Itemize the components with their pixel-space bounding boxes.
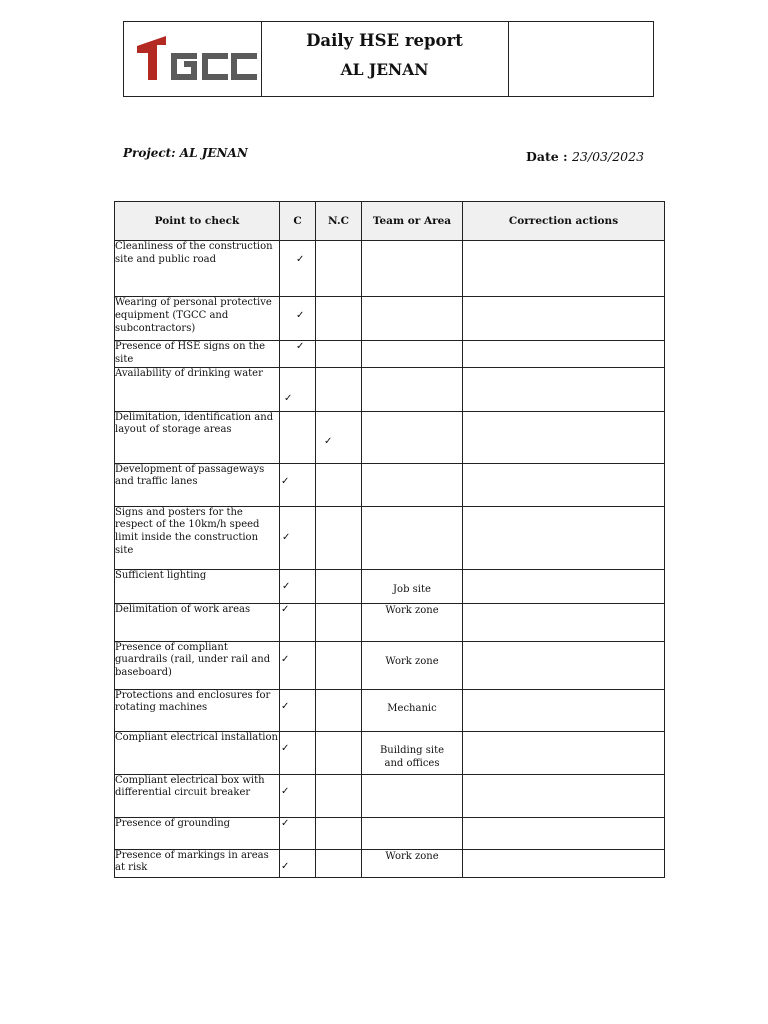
- compliant-cell: [280, 411, 316, 463]
- project-line: Project: AL JENAN: [123, 146, 248, 160]
- correction-actions-cell: [463, 506, 665, 569]
- team-or-area-text: Work zone: [385, 850, 439, 862]
- point-to-check-cell: Development of passageways and traffic lanes: [115, 463, 280, 506]
- correction-actions-cell: [463, 297, 665, 341]
- table-row: [115, 731, 665, 774]
- correction-actions-cell: [463, 463, 665, 506]
- col-header-correction: Correction actions: [463, 202, 665, 241]
- point-to-check-cell: Cleanliness of the construction site and public road: [115, 241, 280, 297]
- table-row: [115, 297, 665, 341]
- check-mark-icon: ✓: [282, 580, 291, 592]
- non-compliant-cell: [316, 463, 362, 506]
- team-or-area-cell: [362, 641, 463, 689]
- point-to-check-cell: Delimitation of work areas: [115, 603, 280, 641]
- col-header-team: Team or Area: [362, 202, 463, 241]
- check-mark-icon: ✓: [282, 531, 291, 543]
- col-header-point: Point to check: [115, 202, 280, 241]
- correction-actions-cell: [463, 641, 665, 689]
- compliant-cell: [280, 506, 316, 569]
- check-mark-icon: ✓: [281, 785, 290, 797]
- correction-actions-cell: [463, 569, 665, 603]
- team-or-area-text: Work zone: [385, 604, 439, 616]
- report-title-block: [261, 22, 509, 96]
- check-mark-icon: ✓: [281, 603, 290, 615]
- table-row: [115, 603, 665, 641]
- team-or-area-cell: [362, 774, 463, 817]
- table-row: [115, 641, 665, 689]
- point-to-check-cell: Availability of drinking water: [115, 367, 280, 411]
- table-row: [115, 367, 665, 411]
- point-to-check-cell: Compliant electrical installation: [115, 731, 280, 774]
- correction-actions-cell: [463, 849, 665, 877]
- table-row: [115, 411, 665, 463]
- team-or-area-cell: [362, 603, 463, 641]
- check-mark-icon: ✓: [324, 435, 333, 447]
- report-title: Daily HSE report: [306, 31, 463, 50]
- report-date: [526, 149, 644, 164]
- table-row: [115, 817, 665, 849]
- tgcc-logo: [124, 22, 262, 96]
- non-compliant-cell: [316, 411, 362, 463]
- non-compliant-cell: [316, 341, 362, 368]
- table-row: [115, 463, 665, 506]
- correction-actions-cell: [463, 774, 665, 817]
- non-compliant-cell: [316, 641, 362, 689]
- team-or-area-cell: [362, 297, 463, 341]
- point-to-check-cell: Delimitation, identification and layout of storage areas: [115, 411, 280, 463]
- col-header-nc: N.C: [316, 202, 362, 241]
- table-row: [115, 241, 665, 297]
- check-mark-icon: ✓: [296, 254, 305, 265]
- team-or-area-cell: [362, 569, 463, 603]
- compliant-cell: [280, 641, 316, 689]
- correction-actions-cell: [463, 411, 665, 463]
- non-compliant-cell: [316, 603, 362, 641]
- non-compliant-cell: [316, 506, 362, 569]
- table-header-row: [115, 202, 665, 241]
- point-to-check-cell: Compliant electrical box with differential circuit breaker: [115, 774, 280, 817]
- hse-checklist-table: [114, 201, 665, 878]
- correction-actions-cell: [463, 817, 665, 849]
- table-row: [115, 849, 665, 877]
- compliant-cell: [280, 569, 316, 603]
- check-mark-icon: ✓: [281, 475, 290, 487]
- team-or-area-text: Mechanic: [387, 702, 437, 714]
- report-header: [123, 21, 654, 97]
- non-compliant-cell: [316, 731, 362, 774]
- table-row: [115, 569, 665, 603]
- point-to-check-cell: Presence of markings in areas at risk: [115, 849, 280, 877]
- check-mark-icon: ✓: [296, 310, 305, 321]
- team-or-area-cell: [362, 411, 463, 463]
- point-to-check-cell: Wearing of personal protective equipment (TGCC and subcontractors): [115, 297, 280, 341]
- non-compliant-cell: [316, 774, 362, 817]
- check-mark-icon: ✓: [281, 742, 290, 754]
- team-or-area-cell: [362, 341, 463, 368]
- table-row: [115, 341, 665, 368]
- check-mark-icon: ✓: [296, 341, 305, 352]
- non-compliant-cell: [316, 569, 362, 603]
- report-subtitle: AL JENAN: [340, 60, 429, 79]
- date-label: Date :: [526, 149, 572, 164]
- correction-actions-cell: [463, 689, 665, 731]
- check-mark-icon: ✓: [281, 860, 290, 872]
- compliant-cell: [280, 241, 316, 297]
- table-row: [115, 689, 665, 731]
- point-to-check-cell: Presence of compliant guardrails (rail, under rail and baseboard): [115, 641, 280, 689]
- team-or-area-cell: [362, 241, 463, 297]
- compliant-cell: [280, 774, 316, 817]
- point-to-check-cell: Sufficient lighting: [115, 569, 280, 603]
- correction-actions-cell: [463, 341, 665, 368]
- compliant-cell: [280, 849, 316, 877]
- compliant-cell: [280, 297, 316, 341]
- team-or-area-cell: [362, 506, 463, 569]
- check-mark-icon: ✓: [284, 392, 293, 404]
- correction-actions-cell: [463, 603, 665, 641]
- date-value: 23/03/2023: [571, 149, 645, 164]
- table-row: [115, 506, 665, 569]
- col-header-c: C: [280, 202, 316, 241]
- check-mark-icon: ✓: [281, 817, 290, 829]
- table-row: [115, 774, 665, 817]
- non-compliant-cell: [316, 297, 362, 341]
- team-or-area-text: Job site: [393, 583, 431, 595]
- team-or-area-text: Work zone: [385, 655, 439, 667]
- team-or-area-cell: [362, 849, 463, 877]
- check-mark-icon: ✓: [281, 700, 290, 712]
- point-to-check-cell: Presence of grounding: [115, 817, 280, 849]
- team-or-area-cell: [362, 689, 463, 731]
- team-or-area-cell: [362, 367, 463, 411]
- team-or-area-cell: [362, 731, 463, 774]
- correction-actions-cell: [463, 731, 665, 774]
- non-compliant-cell: [316, 849, 362, 877]
- point-to-check-cell: Signs and posters for the respect of the 10km/h speed limit inside the construction site: [115, 506, 280, 569]
- team-or-area-cell: [362, 817, 463, 849]
- team-or-area-text: Building site and offices: [379, 744, 445, 769]
- point-to-check-cell: Protections and enclosures for rotating machines: [115, 689, 280, 731]
- non-compliant-cell: [316, 689, 362, 731]
- non-compliant-cell: [316, 367, 362, 411]
- compliant-cell: [280, 689, 316, 731]
- correction-actions-cell: [463, 241, 665, 297]
- compliant-cell: [280, 817, 316, 849]
- team-or-area-cell: [362, 463, 463, 506]
- compliant-cell: [280, 603, 316, 641]
- compliant-cell: [280, 341, 316, 368]
- non-compliant-cell: [316, 817, 362, 849]
- compliant-cell: [280, 463, 316, 506]
- compliant-cell: [280, 731, 316, 774]
- compliant-cell: [280, 367, 316, 411]
- tgcc-logo-graphic: [124, 22, 261, 96]
- non-compliant-cell: [316, 241, 362, 297]
- check-mark-icon: ✓: [281, 653, 290, 665]
- point-to-check-cell: Presence of HSE signs on the site: [115, 341, 280, 368]
- correction-actions-cell: [463, 367, 665, 411]
